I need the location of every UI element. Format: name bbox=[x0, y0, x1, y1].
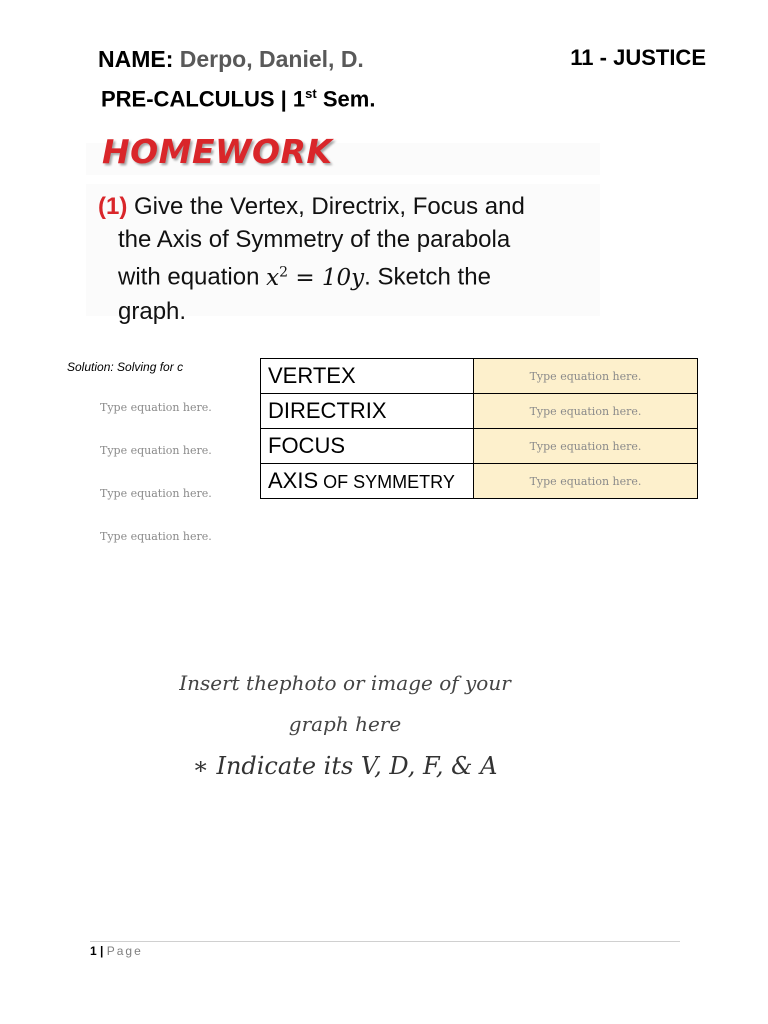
equation-placeholder-1[interactable]: Type equation here. bbox=[100, 401, 212, 414]
label-text: AXIS bbox=[268, 468, 319, 493]
question-text bbox=[98, 190, 603, 328]
equation-placeholder-2[interactable]: Type equation here. bbox=[100, 444, 212, 457]
course-ordinal: st bbox=[305, 86, 317, 101]
graph-instruction-line-2: graph here bbox=[288, 712, 402, 736]
question-line-3 bbox=[98, 256, 603, 295]
label-text: FOCUS bbox=[268, 433, 345, 458]
equation-placeholder-4[interactable]: Type equation here. bbox=[100, 530, 212, 543]
question-line-3-post: . Sketch the bbox=[364, 263, 491, 291]
question-line-2: the Axis of Symmetry of the parabola bbox=[118, 226, 511, 253]
page-footer bbox=[90, 944, 143, 958]
graph-instruction-line-1: Insert thephoto or image of your bbox=[179, 671, 511, 695]
label-text: DIRECTRIX bbox=[268, 398, 387, 423]
answer-table bbox=[260, 358, 698, 499]
vertex-answer-cell[interactable] bbox=[474, 359, 698, 394]
graph-instruction-line-3: ∗ Indicate its V, D, F, & A bbox=[192, 752, 498, 780]
row-label-focus bbox=[261, 429, 474, 464]
equation-var: x bbox=[266, 264, 280, 291]
table-row bbox=[261, 464, 698, 499]
directrix-placeholder[interactable]: Type equation here. bbox=[529, 405, 642, 418]
student-name: Derpo, Daniel, D. bbox=[179, 46, 364, 72]
equation-rest: = 10y bbox=[288, 264, 365, 291]
focus-placeholder[interactable]: Type equation here. bbox=[529, 440, 642, 453]
course-suffix: Sem. bbox=[316, 86, 376, 112]
row-label-directrix bbox=[261, 394, 474, 429]
axis-answer-cell[interactable] bbox=[474, 464, 698, 499]
question-line-1: Give the Vertex, Directrix, Focus and bbox=[127, 193, 525, 220]
page-word: Page bbox=[106, 944, 143, 958]
directrix-answer-cell[interactable] bbox=[474, 394, 698, 429]
section-label: 11 - JUSTICE bbox=[570, 45, 706, 70]
student-name-line bbox=[98, 46, 364, 73]
equation bbox=[266, 265, 364, 291]
question-line-4: graph. bbox=[118, 297, 187, 325]
course-name: PRE-CALCULUS | 1 bbox=[101, 86, 306, 112]
name-label: NAME: bbox=[98, 46, 174, 72]
course-title bbox=[101, 86, 375, 112]
footer-divider bbox=[90, 941, 680, 942]
row-label-axis bbox=[261, 464, 474, 499]
equation-placeholder-3[interactable]: Type equation here. bbox=[100, 487, 212, 500]
axis-placeholder[interactable]: Type equation here. bbox=[529, 475, 642, 488]
solution-label: Solution: Solving for c bbox=[67, 360, 184, 374]
label-text: VERTEX bbox=[268, 363, 356, 388]
equation-exponent: 2 bbox=[279, 264, 289, 280]
question-number: (1) bbox=[98, 193, 128, 220]
footer-separator: | bbox=[96, 944, 107, 958]
page-number: 1 bbox=[90, 944, 97, 958]
question-line-3-pre: with equation bbox=[118, 263, 267, 291]
label-suffix: OF SYMMETRY bbox=[318, 472, 455, 492]
table-row bbox=[261, 429, 698, 464]
focus-answer-cell[interactable] bbox=[474, 429, 698, 464]
vertex-placeholder[interactable]: Type equation here. bbox=[529, 370, 642, 383]
row-label-vertex bbox=[261, 359, 474, 394]
table-row bbox=[261, 394, 698, 429]
homework-title: HOMEWORK bbox=[102, 132, 333, 171]
table-row bbox=[261, 359, 698, 394]
